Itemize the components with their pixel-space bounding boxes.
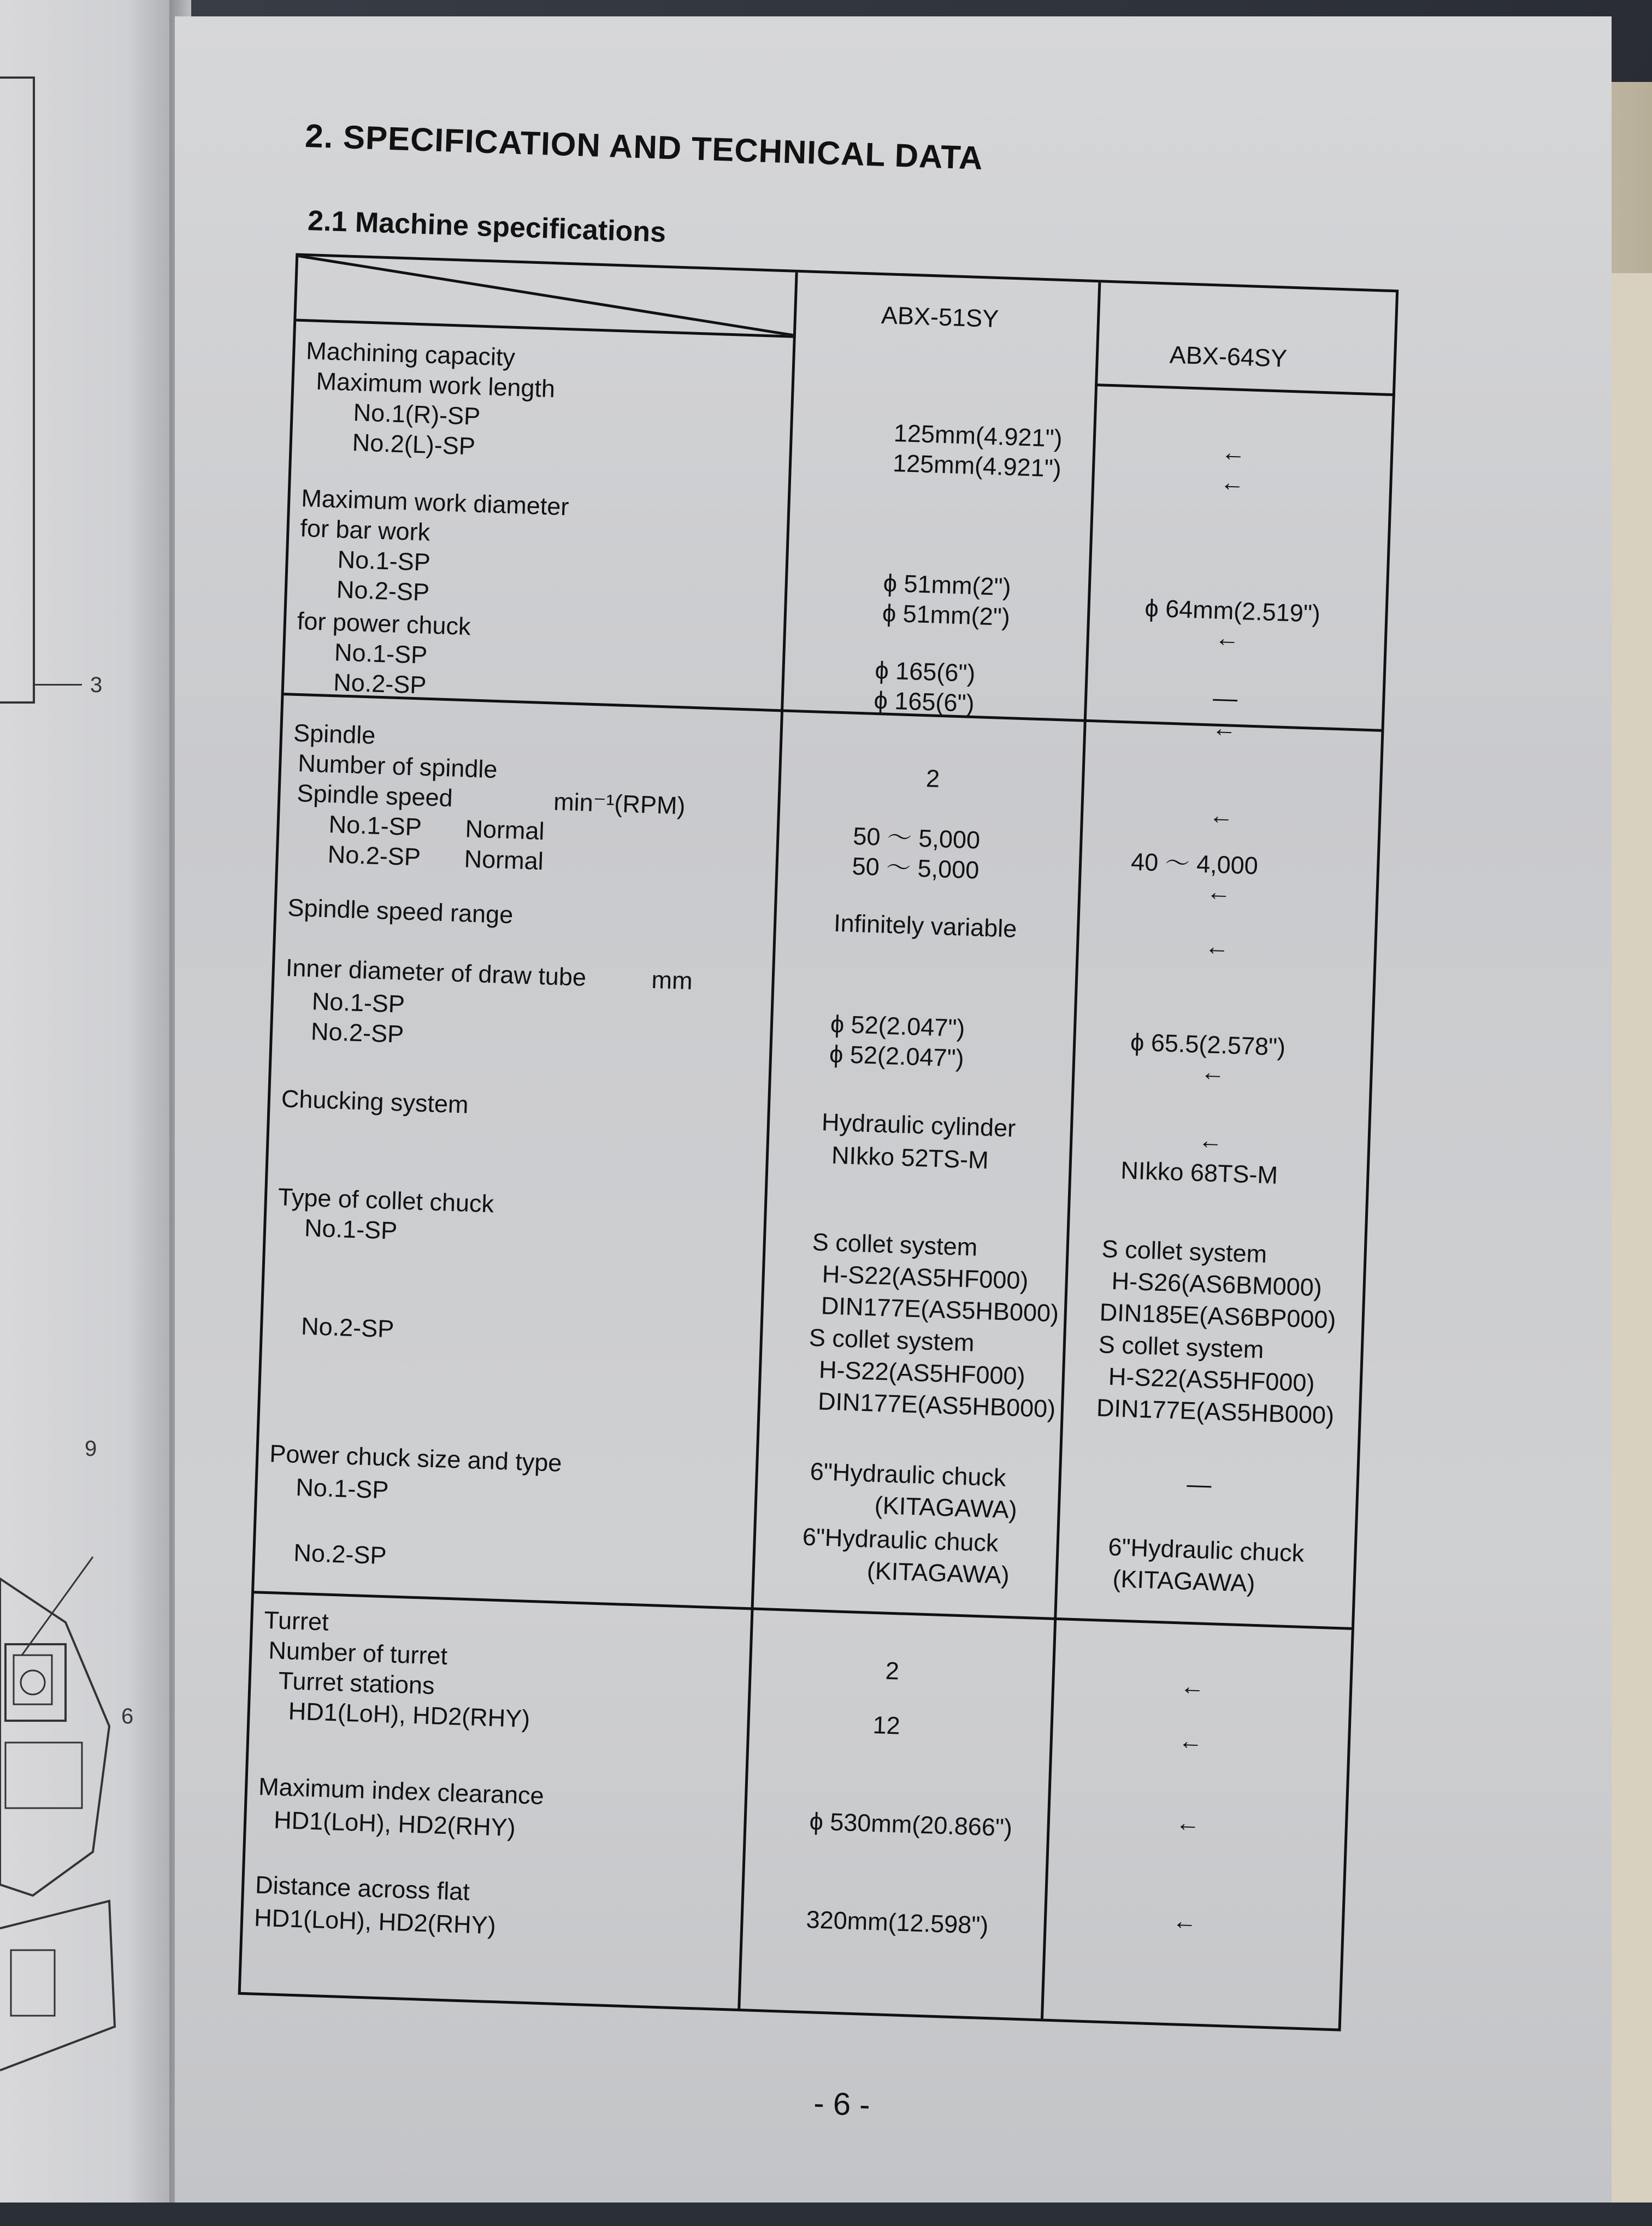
label-speed-normal-1: Normal [464, 814, 545, 846]
callout-3: 3 [90, 673, 103, 697]
label-distance-across-flat: Distance across flat [255, 1870, 470, 1906]
label-turret: Turret [263, 1605, 329, 1636]
label-length-no2: No.2(L)-SP [352, 428, 476, 460]
label-spindle: Spindle [293, 718, 376, 749]
table-col-divider-1 [738, 273, 798, 2009]
abx64-chuck-no2: ← [1211, 713, 1237, 742]
header-divider-64 [1095, 383, 1395, 396]
section-heading: 2. SPECIFICATION AND TECHNICAL DATA [304, 117, 984, 176]
abx51-chucking-2: NIkko 52TS-M [831, 1141, 989, 1174]
abx51-speed-no2: 50 ～ 5,000 [851, 852, 980, 884]
abx64-power-chuck-no1: — [1186, 1469, 1212, 1499]
abx51-draw-tube-no2: ϕ 52(2.047") [829, 1040, 965, 1072]
label-chuck-no2: No.2-SP [333, 668, 427, 699]
label-number-of-spindle: Number of spindle [297, 749, 498, 784]
abx51-distance-across-flat: 320mm(12.598") [805, 1905, 989, 1940]
label-speed-range: Spindle speed range [287, 893, 514, 929]
label-max-work-length: Maximum work length [315, 367, 556, 403]
abx51-collet-no2-line3: DIN177E(AS5HB000) [817, 1387, 1057, 1423]
column-header-abx64sy: ABX-64SY [1169, 340, 1288, 373]
abx64-collet-no1-line2: H-S26(AS6BM000) [1111, 1266, 1323, 1302]
label-flat-hd: HD1(LoH), HD2(RHY) [253, 1903, 497, 1940]
label-length-no1: No.1(R)-SP [352, 398, 481, 430]
label-speed-no2: No.2-SP [327, 840, 421, 871]
abx64-turret-number: ← [1179, 1672, 1206, 1701]
abx64-length-no1: ← [1220, 438, 1247, 467]
abx51-collet-no2-line1: S collet system [809, 1323, 975, 1357]
table-col-divider-2 [1041, 282, 1101, 2018]
label-chuck-no1: No.1-SP [334, 638, 428, 669]
label-power-chuck-no1: No.1-SP [295, 1473, 390, 1504]
label-spindle-speed: Spindle speed [296, 779, 453, 812]
label-for-power-chuck: for power chuck [297, 606, 471, 641]
page-number: - 6 - [813, 2085, 871, 2123]
label-speed-normal-2: Normal [463, 845, 544, 876]
abx51-draw-tube-no1: ϕ 52(2.047") [830, 1009, 966, 1042]
abx51-power-chuck-no2-line1: 6"Hydraulic chuck [802, 1522, 999, 1557]
abx64-power-chuck-no2-line1: 6"Hydraulic chuck [1107, 1533, 1305, 1567]
abx64-speed-range: ← [1204, 932, 1230, 961]
label-speed-unit: min⁻¹(RPM) [553, 787, 686, 820]
abx64-collet-no2-line2: H-S22(AS5HF000) [1108, 1362, 1315, 1397]
abx51-index-clearance: ϕ 530mm(20.866") [809, 1807, 1013, 1842]
callout-6: 6 [121, 1704, 134, 1728]
row-divider-2 [254, 1591, 1352, 1630]
abx64-draw-tube-no1: ϕ 65.5(2.578") [1130, 1028, 1286, 1061]
label-turret-stations: Turret stations [278, 1666, 435, 1700]
abx64-turret-stations: ← [1178, 1726, 1203, 1755]
label-collet-no1: No.1-SP [304, 1213, 398, 1245]
abx64-draw-tube-no2: ← [1200, 1058, 1226, 1087]
label-chucking-system: Chucking system [281, 1084, 469, 1119]
label-max-work-diameter: Maximum work diameter [300, 483, 570, 521]
abx51-collet-no1-line3: DIN177E(AS5HB000) [821, 1291, 1059, 1327]
abx51-power-chuck-no2-line2: (KITAGAWA) [866, 1556, 1010, 1590]
label-collet-no2: No.2-SP [300, 1312, 395, 1343]
abx51-length-no1: 125mm(4.921") [893, 418, 1063, 453]
abx64-length-no2: ← [1219, 468, 1246, 497]
label-for-bar-work: for bar work [299, 513, 430, 546]
abx64-spindle-number: ← [1208, 801, 1234, 830]
abx51-power-chuck-no1-line2: (KITAGAWA) [874, 1491, 1018, 1524]
callout-9: 9 [85, 1437, 97, 1461]
label-draw-tube: Inner diameter of draw tube [285, 953, 587, 991]
abx64-chuck-no1: — [1212, 683, 1238, 712]
label-draw-tube-unit: mm [651, 965, 693, 995]
abx64-chucking-2: NIkko 68TS-M [1120, 1156, 1278, 1189]
abx64-bar-no2: ← [1214, 623, 1240, 653]
abx64-collet-no2-line3: DIN177E(AS5HB000) [1096, 1394, 1335, 1430]
abx51-chuck-no1: ϕ 165(6") [874, 656, 976, 688]
abx64-power-chuck-no2-line2: (KITAGAWA) [1112, 1564, 1256, 1597]
abx51-collet-no1-line2: H-S22(AS5HF000) [822, 1260, 1029, 1295]
abx64-distance-across-flat: ← [1172, 1906, 1197, 1935]
leader-line-3 [33, 684, 82, 686]
abx64-speed-no1: 40 ～ 4,000 [1130, 847, 1259, 880]
subsection-heading: 2.1 Machine specifications [307, 205, 666, 249]
abx64-collet-no2-line1: S collet system [1098, 1330, 1265, 1364]
label-bar-no2: No.2-SP [336, 575, 430, 606]
abx64-bar-no1: ϕ 64mm(2.519") [1144, 594, 1321, 628]
abx51-chucking-1: Hydraulic cylinder [821, 1108, 1016, 1142]
abx64-collet-no1-line3: DIN185E(AS6BP000) [1099, 1298, 1337, 1334]
abx51-power-chuck-no1-line1: 6"Hydraulic chuck [810, 1457, 1007, 1492]
abx64-chucking-1: ← [1197, 1126, 1224, 1155]
label-max-index-clearance: Maximum index clearance [258, 1772, 545, 1810]
spec-table [238, 253, 1399, 2031]
abx51-bar-no1: ϕ 51mm(2") [883, 569, 1012, 601]
label-stations-hd: HD1(LoH), HD2(RHY) [288, 1697, 531, 1733]
abx51-spindle-number: 2 [925, 764, 940, 793]
abx64-collet-no1-line1: S collet system [1101, 1235, 1268, 1268]
abx51-speed-range: Infinitely variable [833, 908, 1018, 943]
abx51-length-no2: 125mm(4.921") [892, 448, 1062, 483]
abx64-speed-no2: ← [1206, 877, 1232, 906]
abx51-collet-no2-line2: H-S22(AS5HF000) [818, 1355, 1026, 1390]
manual-page [175, 16, 1612, 2203]
label-bar-no1: No.1-SP [337, 545, 431, 576]
label-power-chuck-no2: No.2-SP [293, 1538, 387, 1570]
page-content [139, 0, 1647, 2226]
label-number-of-turret: Number of turret [268, 1636, 448, 1670]
abx51-speed-no1: 50 ～ 5,000 [852, 822, 981, 854]
left-figure-frame [0, 76, 35, 704]
abx51-turret-number: 2 [885, 1656, 900, 1685]
label-speed-no1: No.1-SP [328, 810, 422, 841]
label-collet-chuck-type: Type of collet chuck [278, 1183, 494, 1218]
abx51-chuck-no2: ϕ 165(6") [873, 686, 975, 717]
column-header-abx51sy: ABX-51SY [881, 300, 1000, 333]
label-machining-capacity: Machining capacity [305, 336, 516, 371]
label-clearance-hd: HD1(LoH), HD2(RHY) [273, 1805, 516, 1842]
abx64-index-clearance: ← [1175, 1808, 1201, 1837]
abx51-collet-no1-line1: S collet system [812, 1227, 978, 1261]
label-draw-tube-no1: No.1-SP [311, 987, 405, 1018]
abx51-bar-no2: ϕ 51mm(2") [882, 599, 1011, 631]
abx51-turret-stations: 12 [872, 1710, 901, 1740]
machine-drawing [0, 1546, 126, 2092]
label-draw-tube-no2: No.2-SP [310, 1017, 404, 1048]
label-power-chuck: Power chuck size and type [269, 1439, 563, 1477]
